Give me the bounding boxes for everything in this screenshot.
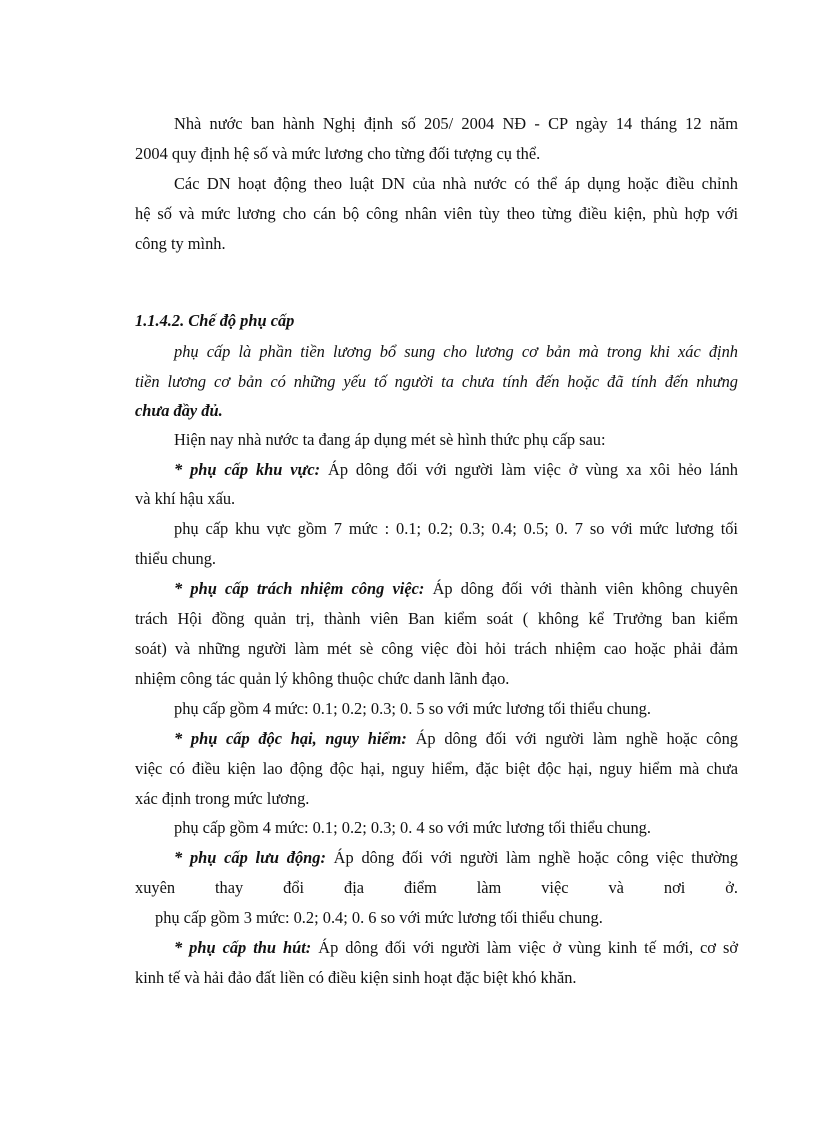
mobile-allowance-label: * phụ cấp lưu động: <box>174 848 326 867</box>
paragraph-decree-line-2: 2004 quy định hệ số và mức lương cho từng đối tượng cụ thể. <box>135 144 541 163</box>
regional-levels-line-1: phụ cấp khu vực gồm 7 mức : 0.1; 0.2; 0.3; 0.4; 0.5; 0. 7 so với mức lương tối <box>174 519 738 538</box>
attraction-allowance-label: * phụ cấp thu hút: <box>174 938 312 957</box>
regional-allowance-text: Áp dông đối với người làm việc ở vùng xa xôi hẻo lánh <box>320 460 738 479</box>
regional-allowance-line-2: và khí hậu xấu. <box>135 489 236 508</box>
responsibility-levels-line: phụ cấp gồm 4 mức: 0.1; 0.2; 0.3; 0. 5 so với mức lương tối thiểu chung. <box>174 699 651 718</box>
mobile-levels-line: phụ cấp gồm 3 mức: 0.2; 0.4; 0. 6 so với mức lương tối thiểu chung. <box>155 908 603 927</box>
hazard-allowance-line-2: việc có điều kiện lao động độc hại, nguy hiểm, đặc biệt độc hại, nguy hiểm mà chưa <box>135 759 738 778</box>
paragraph-enterprise-line-1: Các DN hoạt động theo luật DN của nhà nước có thể áp dụng hoặc điều chỉnh <box>174 174 738 193</box>
hazard-levels-line: phụ cấp gồm 4 mức: 0.1; 0.2; 0.3; 0. 4 so với mức lương tối thiểu chung. <box>174 818 651 837</box>
hazard-allowance-line-3: xác định trong mức lương. <box>135 789 310 808</box>
responsibility-allowance-line-3: soát) và những người làm mét sè công việc đòi hỏi trách nhiệm cao hoặc phải đảm <box>135 639 738 658</box>
responsibility-allowance-line-2: trách Hội đồng quản trị, thành viên Ban kiểm soát ( không kể Trưởng ban kiểm <box>135 609 738 628</box>
intro-line: Hiện nay nhà nước ta đang áp dụng mét sè hình thức phụ cấp sau: <box>174 430 606 449</box>
regional-allowance-label: * phụ cấp khu vực: <box>174 460 321 479</box>
paragraph-decree-line-1: Nhà nước ban hành Nghị định số 205/ 2004 NĐ - CP ngày 14 tháng 12 năm <box>174 114 738 133</box>
mobile-allowance-line-2: xuyên thay đổi địa điểm làm việc và nơi ở. <box>135 878 738 897</box>
paragraph-enterprise-line-2: hệ số và mức lương cho cán bộ công nhân viên tùy theo từng điều kiện, phù hợp với <box>135 204 738 223</box>
mobile-allowance-text: Áp dông đối với người làm nghề hoặc công việc thường <box>325 848 739 867</box>
attraction-allowance-line-2: kinh tế và hải đảo đất liền có điều kiện sinh hoạt đặc biệt khó khăn. <box>135 968 577 987</box>
definition-line-1: phụ cấp là phần tiền lương bổ sung cho lương cơ bản mà trong khi xác định <box>174 342 738 361</box>
mobile-allowance-line-1 <box>174 846 738 870</box>
definition-line-2: tiền lương cơ bản có những yếu tố người ta chưa tính đến hoặc đã tính đến nhưng <box>135 372 738 391</box>
regional-allowance-line-1 <box>174 458 738 482</box>
responsibility-allowance-line-4: nhiệm công tác quản lý không thuộc chức danh lãnh đạo. <box>135 669 510 688</box>
paragraph-enterprise-line-3: công ty mình. <box>135 234 226 253</box>
responsibility-allowance-line-1 <box>174 577 738 601</box>
hazard-allowance-label: * phụ cấp độc hại, nguy hiểm: <box>174 729 407 748</box>
responsibility-allowance-label: * phụ cấp trách nhiệm công việc: <box>174 579 425 598</box>
attraction-allowance-line-1 <box>174 936 738 960</box>
attraction-allowance-text: Áp dông đối với người làm việc ở vùng kinh tế mới, cơ sở <box>311 938 738 957</box>
hazard-allowance-text: Áp dông đối với người làm nghề hoặc công <box>406 729 739 748</box>
responsibility-allowance-text: Áp dông đối với thành viên không chuyên <box>424 579 738 598</box>
hazard-allowance-line-1 <box>174 727 738 751</box>
regional-levels-line-2: thiểu chung. <box>135 549 217 568</box>
definition-line-3: chưa đầy đủ. <box>135 401 223 420</box>
section-heading: 1.1.4.2. Chế độ phụ cấp <box>135 311 295 330</box>
